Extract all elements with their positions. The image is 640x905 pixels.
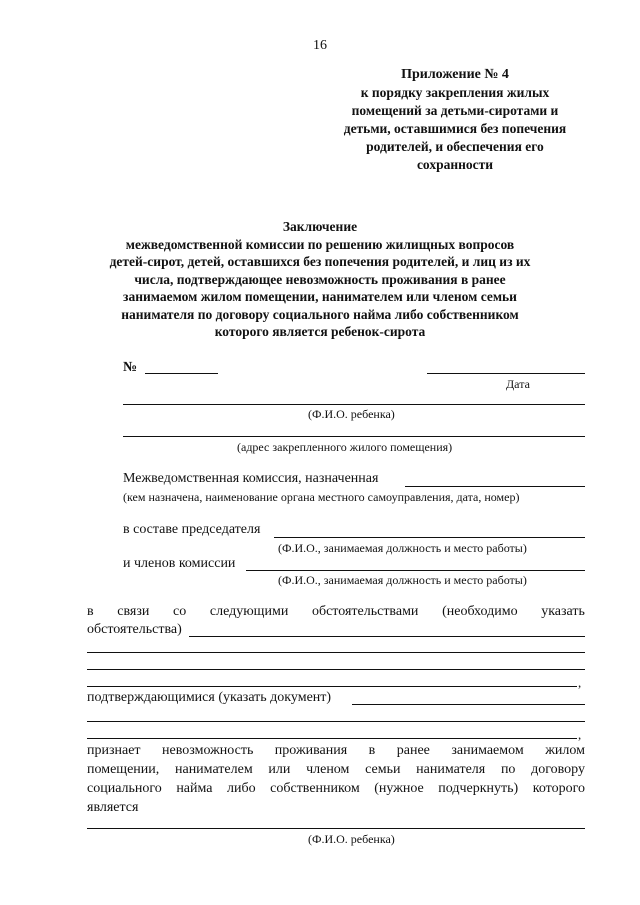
address-field[interactable] bbox=[123, 436, 585, 437]
confirming-field-3[interactable] bbox=[87, 738, 577, 739]
recognizes-line-1 bbox=[87, 743, 585, 759]
word: ранее bbox=[396, 743, 430, 758]
word: проживания bbox=[274, 743, 348, 758]
appendix-title: Приложение № 4 bbox=[401, 67, 509, 82]
comma: , bbox=[578, 675, 582, 690]
commission-label: Межведомственная комиссия, назначенная bbox=[123, 471, 379, 486]
word: помещении, bbox=[87, 762, 160, 777]
final-child-name-caption: (Ф.И.О. ребенка) bbox=[308, 832, 395, 846]
recognizes-line-3 bbox=[87, 781, 585, 797]
circumstances-line-2: обстоятельства) bbox=[87, 622, 182, 637]
comma: , bbox=[578, 727, 582, 742]
word: занимаемом bbox=[451, 743, 524, 758]
chairman-field[interactable] bbox=[274, 537, 585, 538]
word: в bbox=[87, 604, 94, 619]
appendix-header bbox=[330, 66, 580, 174]
page-number: 16 bbox=[313, 38, 327, 53]
appendix-line: детьми, оставшимися без попечения bbox=[343, 121, 567, 136]
appendix-line: к порядку закрепления жилых bbox=[360, 85, 550, 100]
members-label: и членов комиссии bbox=[123, 556, 236, 571]
word: по bbox=[500, 762, 516, 777]
recognizes-line-2 bbox=[87, 762, 585, 778]
word: семьи bbox=[365, 762, 401, 777]
circumstances-field-2[interactable] bbox=[87, 652, 585, 653]
appendix-line: родителей, и обеспечения его bbox=[366, 139, 544, 154]
word: в bbox=[368, 743, 376, 758]
child-name-field[interactable] bbox=[123, 404, 585, 405]
word: со bbox=[173, 604, 187, 619]
commission-caption: (кем назначена, наименование органа местного самоуправления, дата, номер) bbox=[123, 490, 520, 504]
circumstances-field-3[interactable] bbox=[87, 669, 585, 670]
number-label: № bbox=[123, 360, 138, 375]
word: указать bbox=[541, 604, 585, 619]
word: следующими bbox=[209, 604, 289, 619]
word: (нужное bbox=[374, 781, 424, 796]
word: собственником bbox=[270, 781, 360, 796]
members-field[interactable] bbox=[246, 570, 585, 571]
circumstances-field-4[interactable] bbox=[87, 686, 577, 687]
word: подчеркнуть) bbox=[438, 781, 519, 796]
address-caption: (адрес закрепленного жилого помещения) bbox=[237, 440, 453, 454]
confirming-field-2[interactable] bbox=[87, 721, 585, 722]
number-field[interactable] bbox=[145, 373, 218, 374]
title-line: детей-сирот, детей, оставшихся без попечения родителей, и лиц из их bbox=[109, 254, 531, 269]
title-line: нанимателя по договору социального найма либо собственником bbox=[121, 306, 519, 322]
is-label: является bbox=[87, 800, 139, 815]
final-child-name-field[interactable] bbox=[87, 828, 585, 829]
word: связи bbox=[117, 604, 150, 619]
title-line: числа, подтверждающее невозможность проживания в ранее bbox=[134, 271, 506, 287]
members-caption: (Ф.И.О., занимаемая должность и место работы) bbox=[278, 573, 527, 587]
title-line: которого является ребенок-сирота bbox=[214, 324, 426, 339]
word: нанимателя bbox=[416, 762, 486, 777]
title-line: занимаемом жилом помещении, нанимателем или членом семьи bbox=[123, 289, 517, 304]
confirming-label: подтверждающимися (указать документ) bbox=[87, 690, 332, 705]
document-title bbox=[60, 218, 580, 341]
word: договору bbox=[531, 762, 585, 777]
word: или bbox=[268, 762, 291, 777]
circumstances-line-1 bbox=[87, 604, 585, 620]
circumstances-field-1[interactable] bbox=[189, 636, 585, 637]
word: либо bbox=[227, 781, 256, 796]
word: невозможность bbox=[162, 743, 254, 758]
confirming-field-1[interactable] bbox=[352, 704, 585, 705]
word: обстоятельствами bbox=[311, 604, 419, 619]
chairman-caption: (Ф.И.О., занимаемая должность и место работы) bbox=[278, 541, 527, 555]
date-field[interactable] bbox=[427, 373, 585, 374]
title-line: межведомственной комиссии по решению жилищных вопросов bbox=[125, 236, 515, 252]
word: членом bbox=[306, 762, 350, 777]
word: признает bbox=[87, 743, 141, 758]
word: социального bbox=[87, 781, 162, 796]
commission-field[interactable] bbox=[405, 486, 585, 487]
date-caption: Дата bbox=[506, 377, 530, 391]
word: нанимателем bbox=[174, 762, 253, 777]
appendix-line: сохранности bbox=[416, 157, 494, 172]
appendix-line: помещений за детьми-сиротами и bbox=[351, 103, 559, 118]
word: найма bbox=[176, 781, 213, 796]
child-name-caption: (Ф.И.О. ребенка) bbox=[308, 407, 395, 421]
word: жилом bbox=[545, 743, 585, 758]
title-heading: Заключение bbox=[282, 219, 358, 234]
word: которого bbox=[532, 781, 585, 796]
word: (необходимо bbox=[442, 604, 518, 619]
chairman-label: в составе председателя bbox=[123, 522, 261, 537]
